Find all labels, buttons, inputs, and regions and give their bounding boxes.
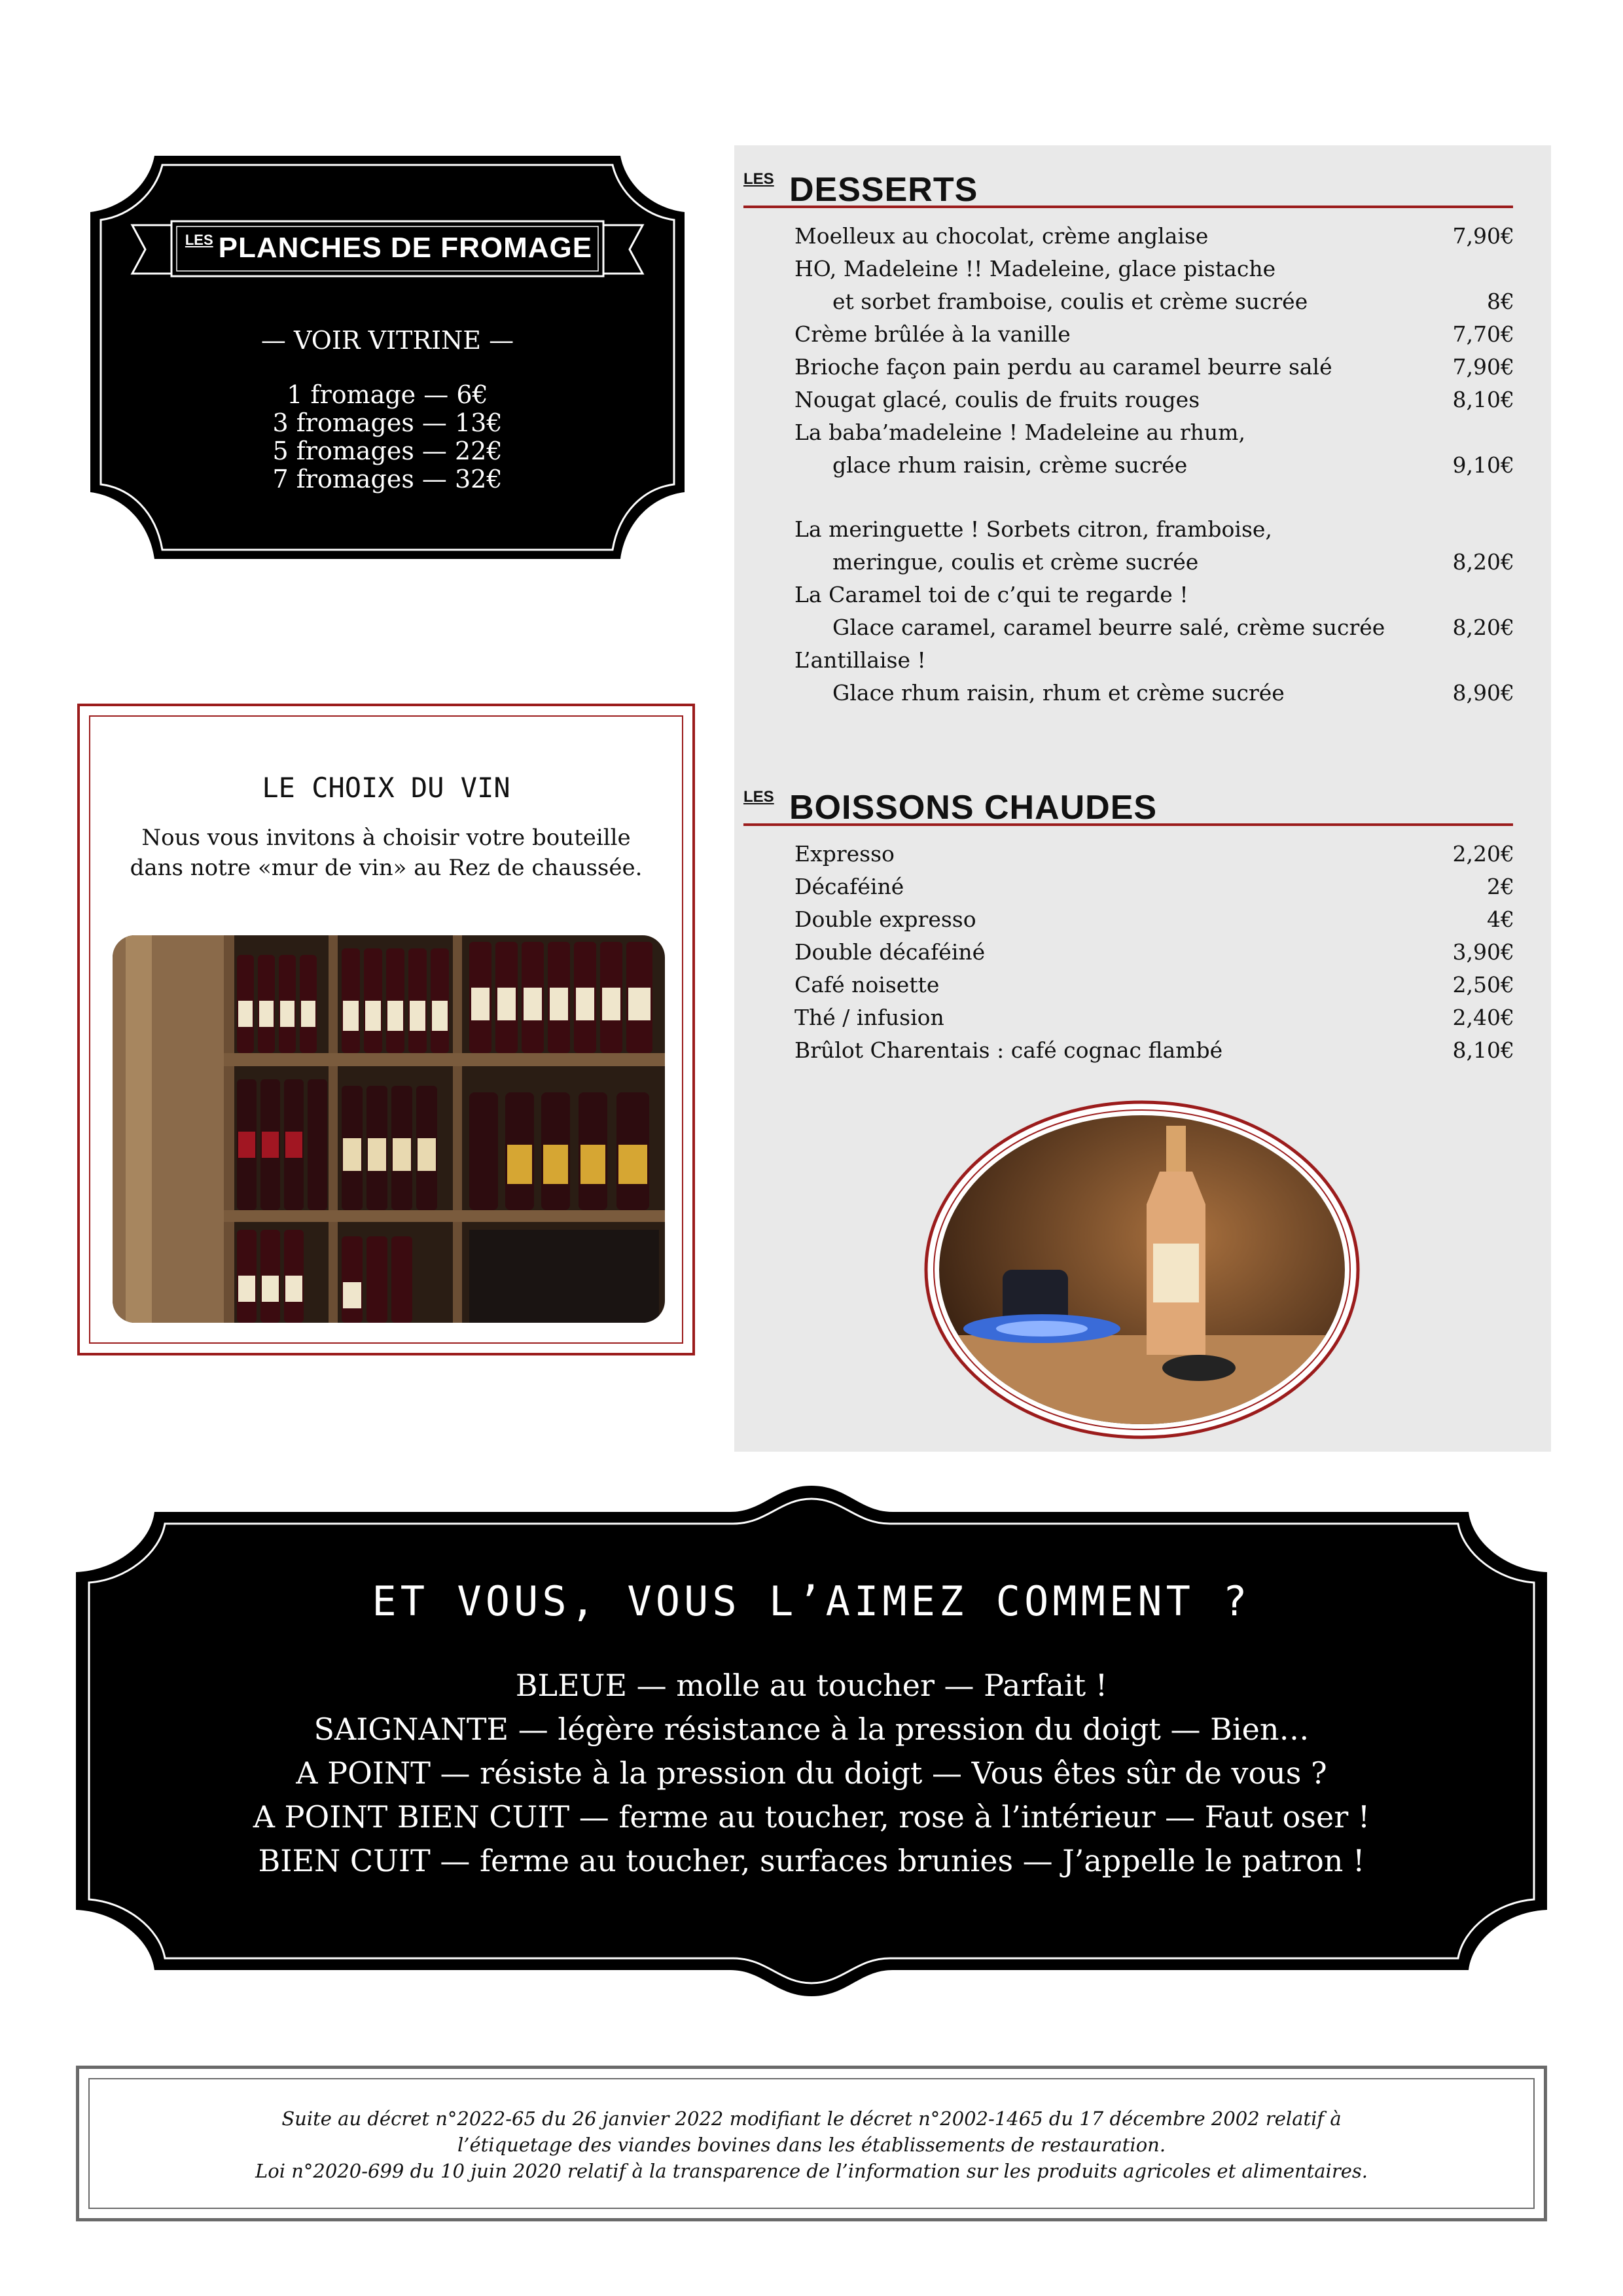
dessert-item (794, 318, 1514, 351)
cheese-title-text: PLANCHES DE FROMAGE (218, 232, 593, 264)
dessert-item (794, 644, 1514, 677)
dessert-name: et sorbet framboise, coulis et crème sucrée (832, 289, 1308, 314)
wine-description (80, 823, 692, 883)
wine-description-line: Nous vous invitons à choisir votre bouteille (141, 825, 631, 851)
dessert-name: HO, Madeleine !! Madeleine, glace pistache (794, 256, 1276, 281)
desserts-heading-title: DESSERTS (789, 171, 978, 209)
hot-drinks-heading (743, 784, 1513, 826)
legal-line: Loi n°2020-699 du 10 juin 2020 relatif à la transparence de l’information sur les produits agricoles et alimentaires. (255, 2160, 1368, 2182)
legal-line: Suite au décret n°2022-65 du 26 janvier 2022 modifiant le décret n°2002-1465 du 17 décembre 2002 relatif à (281, 2108, 1342, 2130)
wine-choice-box (77, 704, 695, 1355)
legal-notice-text (79, 2106, 1544, 2184)
drink-item (794, 936, 1514, 969)
drink-name: Double décaféiné (794, 939, 986, 965)
doneness-panel (76, 1486, 1547, 1996)
dessert-name: glace rhum raisin, crème sucrée (832, 452, 1188, 478)
cheese-title (171, 223, 606, 274)
dessert-item (794, 253, 1514, 285)
dessert-name: Brioche façon pain perdu au caramel beurre salé (794, 354, 1332, 380)
hot-drinks-heading-title: BOISSONS CHAUDES (789, 789, 1158, 827)
dessert-price: 8,90€ (1452, 680, 1514, 706)
dessert-item (794, 546, 1514, 579)
menu-column (734, 145, 1551, 1452)
doneness-line: A POINT BIEN CUIT — ferme au toucher, rose à l’intérieur — Faut oser ! (253, 1799, 1370, 1835)
dessert-item (794, 677, 1514, 709)
drink-item (794, 1001, 1514, 1034)
chalkboard-frame (76, 152, 699, 563)
dessert-name: La Caramel toi de c’qui te regarde ! (794, 582, 1188, 607)
dessert-item (794, 513, 1514, 546)
cheese-price-item: 1 fromage — 6€ (287, 380, 488, 409)
drink-item (794, 903, 1514, 936)
doneness-line: BLEUE — molle au toucher — Parfait ! (515, 1668, 1108, 1703)
legal-line: l’étiquetage des viandes bovines dans les établissements de restauration. (457, 2134, 1166, 2156)
drink-item (794, 969, 1514, 1001)
desserts-heading (743, 166, 1513, 208)
dessert-item (794, 611, 1514, 644)
cheese-subtitle: — VOIR VITRINE — (260, 326, 514, 355)
desserts-heading-prefix: LES (743, 170, 774, 188)
dessert-price: 8,10€ (1452, 387, 1514, 412)
hot-drinks-list (794, 838, 1514, 1067)
doneness-line: A POINT — résiste à la pression du doigt — Vous êtes sûr de vous ? (296, 1755, 1327, 1791)
drink-name: Décaféiné (794, 874, 904, 899)
dessert-item (794, 416, 1514, 449)
drink-price: 2,50€ (1452, 972, 1514, 997)
dessert-name: L’antillaise ! (794, 647, 926, 673)
cheese-board-panel (76, 152, 699, 563)
dessert-name: Moelleux au chocolat, crème anglaise (794, 223, 1209, 249)
drink-item (794, 1034, 1514, 1067)
drink-name: Café noisette (794, 972, 940, 997)
cheese-price-item: 3 fromages — 13€ (272, 408, 503, 437)
cheese-price-item: 5 fromages — 22€ (272, 437, 503, 465)
legal-notice-box (76, 2066, 1547, 2221)
hot-drinks-heading-prefix: LES (743, 788, 774, 806)
drink-price: 3,90€ (1452, 939, 1514, 965)
wine-title: LE CHOIX DU VIN (262, 772, 510, 804)
drink-price: 4€ (1487, 906, 1514, 932)
dessert-item (794, 285, 1514, 318)
wine-wall-photo (113, 935, 665, 1323)
dessert-name: Glace rhum raisin, rhum et crème sucrée (832, 680, 1285, 706)
drink-name: Double expresso (794, 906, 976, 932)
doneness-list (76, 1664, 1547, 1883)
dessert-name: meringue, coulis et crème sucrée (832, 549, 1199, 575)
drink-name: Thé / infusion (794, 1005, 944, 1030)
dessert-name: Crème brûlée à la vanille (794, 321, 1071, 347)
cheese-title-prefix: LES (185, 232, 213, 248)
dessert-price: 8,20€ (1452, 549, 1514, 575)
drink-price: 2,40€ (1452, 1005, 1514, 1030)
dessert-item (794, 579, 1514, 611)
dessert-name: La meringuette ! Sorbets citron, framboise, (794, 516, 1272, 542)
drink-price: 2€ (1487, 874, 1514, 899)
dessert-price: 7,70€ (1452, 321, 1514, 347)
dessert-price: 7,90€ (1452, 223, 1514, 249)
desserts-list (794, 220, 1514, 709)
dessert-price: 9,10€ (1452, 452, 1514, 478)
drink-name: Expresso (794, 841, 895, 867)
spacer (794, 482, 1514, 513)
drink-item (794, 838, 1514, 870)
drink-price: 2,20€ (1452, 841, 1514, 867)
cognac-photo (924, 1100, 1360, 1440)
dessert-name: La baba’madeleine ! Madeleine au rhum, (794, 420, 1245, 445)
dessert-item (794, 220, 1514, 253)
doneness-title: ET VOUS, VOUS L’AIMEZ COMMENT ? (372, 1577, 1251, 1625)
dessert-name: Glace caramel, caramel beurre salé, crème sucrée (832, 615, 1385, 640)
dessert-item (794, 449, 1514, 482)
dessert-item (794, 351, 1514, 384)
dessert-price: 8€ (1487, 289, 1514, 314)
dessert-item (794, 384, 1514, 416)
drink-item (794, 870, 1514, 903)
dessert-name: Nougat glacé, coulis de fruits rouges (794, 387, 1200, 412)
dessert-price: 7,90€ (1452, 354, 1514, 380)
wine-description-line: dans notre «mur de vin» au Rez de chaussée. (130, 855, 643, 881)
drink-name: Brûlot Charentais : café cognac flambé (794, 1037, 1223, 1063)
cheese-price-list (76, 381, 699, 493)
dessert-price: 8,20€ (1452, 615, 1514, 640)
doneness-line: BIEN CUIT — ferme au toucher, surfaces brunies — J’appelle le patron ! (258, 1843, 1365, 1878)
drink-price: 8,10€ (1452, 1037, 1514, 1063)
doneness-line: SAIGNANTE — légère résistance à la pression du doigt — Bien… (313, 1712, 1310, 1747)
cheese-price-item: 7 fromages — 32€ (272, 465, 503, 493)
